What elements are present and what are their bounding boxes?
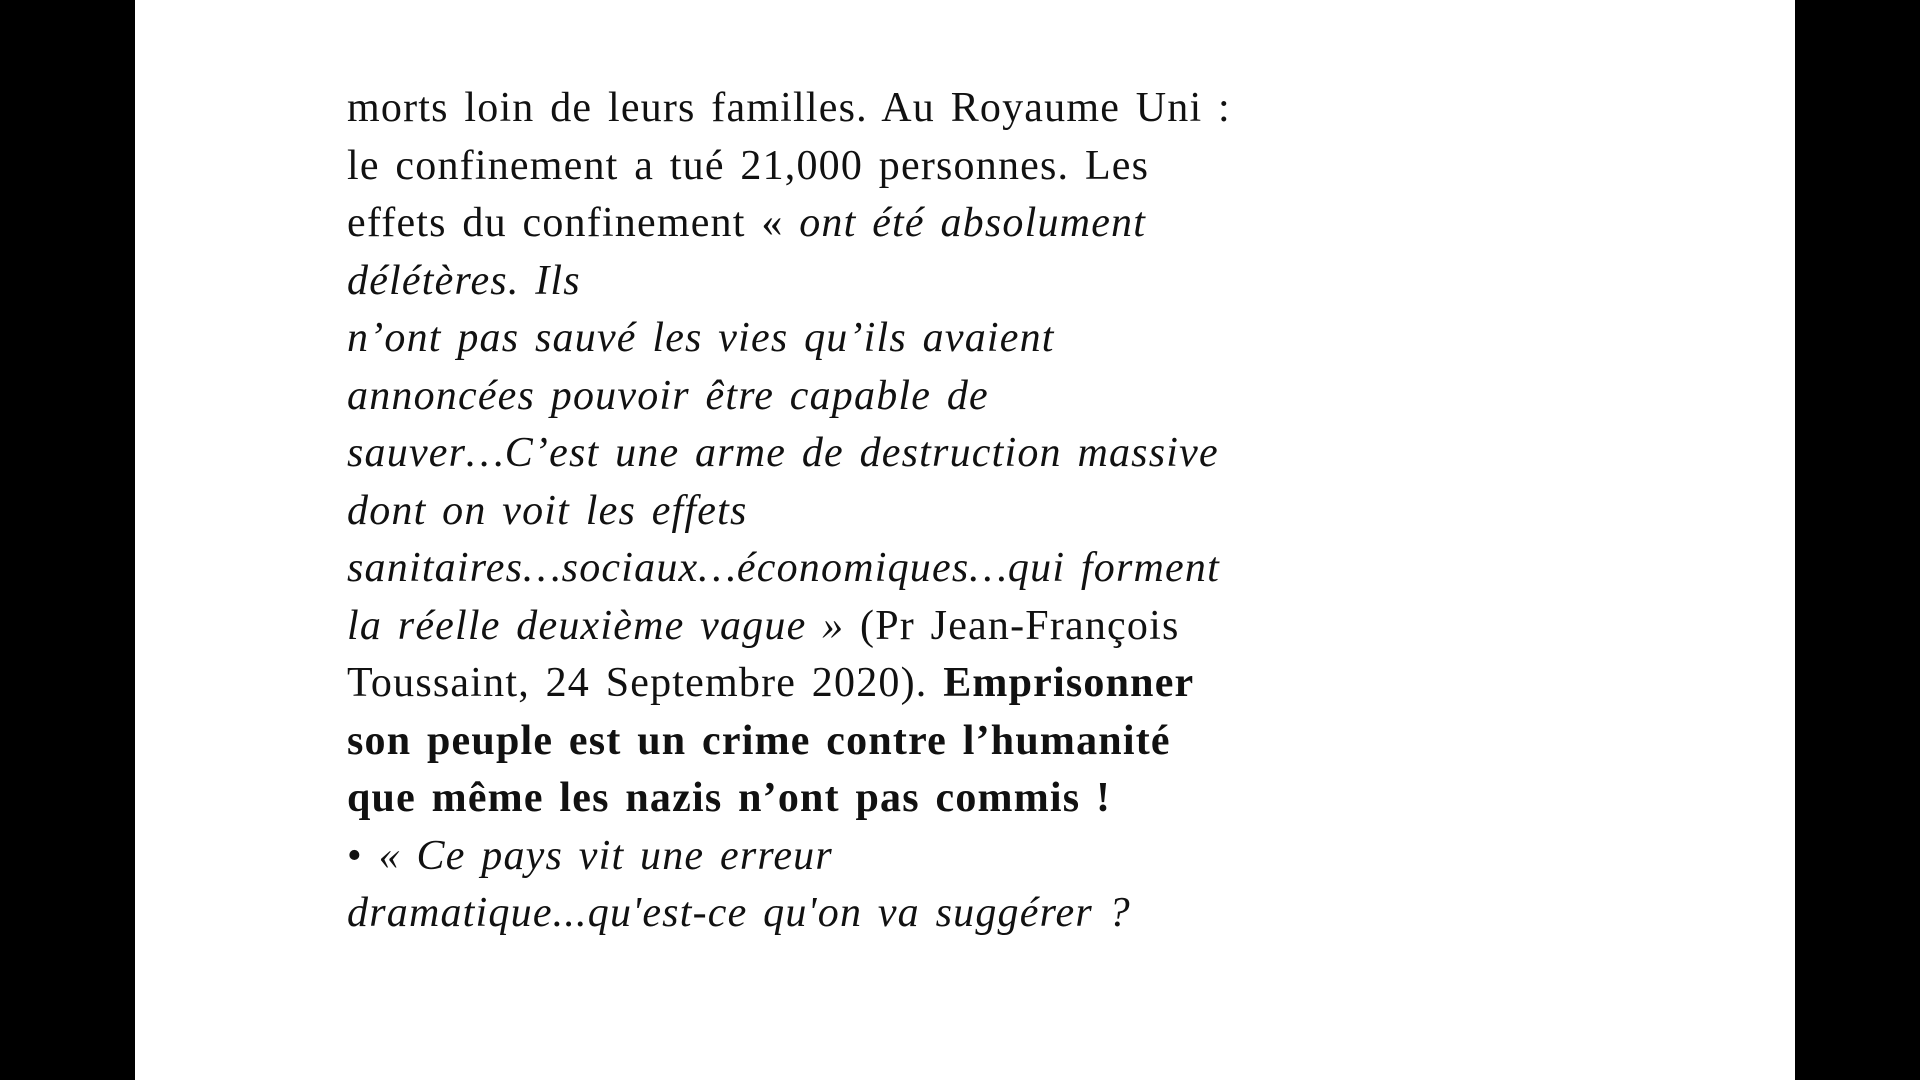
slide-text-block [347, 80, 1747, 943]
italic-quote-run: dont on voit les effets [347, 487, 748, 534]
italic-quote-run: n’ont pas sauvé les vies qu’ils avaient [347, 315, 1055, 361]
italic-quote-run: la réelle deuxième vague » [347, 602, 845, 649]
text-line-15 [347, 885, 1747, 943]
text-line-10 [347, 598, 1747, 656]
bold-statement-run: Emprisonner [943, 660, 1195, 706]
text-line-9 [347, 540, 1747, 598]
text-line-12 [347, 713, 1747, 771]
text-line-4 [347, 253, 1747, 311]
italic-quote-run: sauver…C’est une arme de destruction massive [347, 430, 1219, 476]
text-run: morts loin de leurs familles. Au Royaume Uni : [347, 85, 1231, 131]
text-line-3 [347, 195, 1747, 253]
italic-quote-run: sanitaires…sociaux…économiques…qui forment [347, 545, 1220, 591]
text-line-6 [347, 368, 1747, 426]
text-line-7 [347, 425, 1747, 483]
citation-run: Toussaint, 24 Septembre 2020). [347, 660, 944, 706]
text-line-8 [347, 483, 1747, 541]
bullet-icon: • [347, 832, 379, 879]
text-line-5 [347, 310, 1747, 368]
bold-statement-run: son peuple est un crime contre l’humanité [347, 717, 1171, 764]
text-line-13 [347, 770, 1747, 828]
italic-quote-run: dramatique...qu'est-ce qu'on va suggérer ? [347, 890, 1131, 936]
italic-quote-run: ont été absolument [799, 200, 1147, 246]
text-run: effets du confinement « [347, 200, 800, 246]
text-line-1 [347, 80, 1747, 138]
italic-quote-run: délétères. Ils [347, 257, 581, 304]
slide-page [135, 0, 1795, 1080]
text-line-14 [347, 828, 1747, 886]
text-run: le confinement a tué 21,000 personnes. Les [347, 142, 1150, 189]
italic-quote-run: « Ce pays vit une erreur [378, 832, 833, 879]
bold-statement-run: que même les nazis n’ont pas commis ! [347, 775, 1112, 821]
citation-run: (Pr Jean-François [844, 602, 1180, 649]
italic-quote-run: annoncées pouvoir être capable de [347, 372, 989, 419]
text-line-11 [347, 655, 1747, 713]
text-line-2 [347, 138, 1747, 196]
